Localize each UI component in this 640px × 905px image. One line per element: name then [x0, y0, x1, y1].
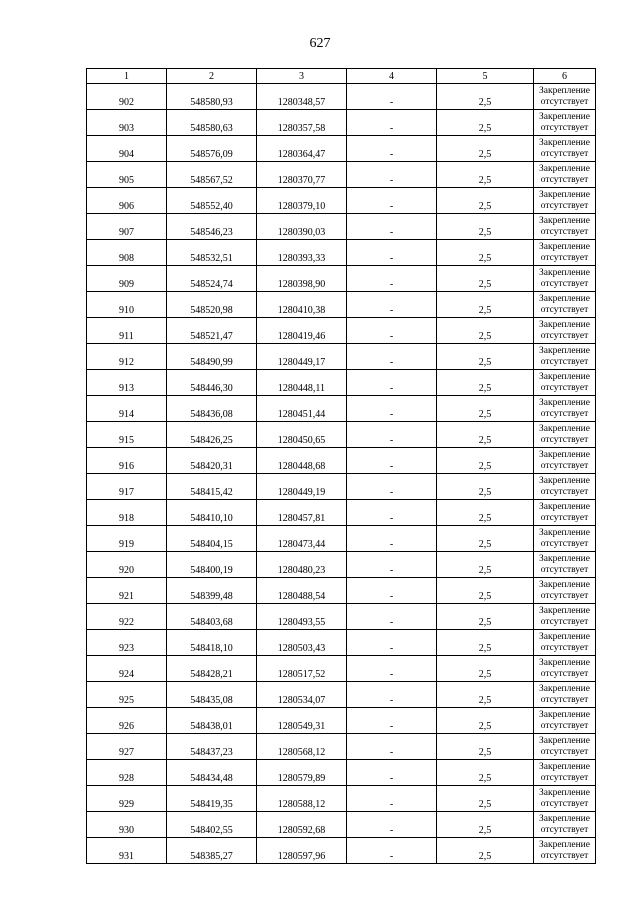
table-row	[87, 396, 596, 422]
column-4-cell: -	[347, 448, 437, 474]
y-coordinate-cell: 1280517,52	[257, 656, 347, 682]
y-coordinate-cell: 1280357,58	[257, 110, 347, 136]
x-coordinate-cell: 548415,42	[167, 474, 257, 500]
column-4-cell: -	[347, 266, 437, 292]
column-4-cell: -	[347, 786, 437, 812]
fixing-method-cell: Закрепление отсутствует	[534, 292, 596, 318]
column-4-cell: -	[347, 396, 437, 422]
accuracy-cell: 2,5	[437, 396, 534, 422]
x-coordinate-cell: 548434,48	[167, 760, 257, 786]
fixing-method-cell: Закрепление отсутствует	[534, 344, 596, 370]
x-coordinate-cell: 548420,31	[167, 448, 257, 474]
fixing-method-cell: Закрепление отсутствует	[534, 214, 596, 240]
y-coordinate-cell: 1280410,38	[257, 292, 347, 318]
accuracy-cell: 2,5	[437, 370, 534, 396]
column-4-cell: -	[347, 84, 437, 110]
fixing-method-cell: Закрепление отсутствует	[534, 578, 596, 604]
point-number-cell: 919	[87, 526, 167, 552]
table-row	[87, 656, 596, 682]
column-4-cell: -	[347, 136, 437, 162]
point-number-cell: 915	[87, 422, 167, 448]
fixing-method-cell: Закрепление отсутствует	[534, 838, 596, 864]
table-row	[87, 110, 596, 136]
x-coordinate-cell: 548437,23	[167, 734, 257, 760]
x-coordinate-cell: 548404,15	[167, 526, 257, 552]
point-number-cell: 908	[87, 240, 167, 266]
accuracy-cell: 2,5	[437, 708, 534, 734]
column-header: 5	[437, 69, 534, 84]
fixing-method-cell: Закрепление отсутствует	[534, 266, 596, 292]
table-row	[87, 370, 596, 396]
y-coordinate-cell: 1280457,81	[257, 500, 347, 526]
accuracy-cell: 2,5	[437, 292, 534, 318]
column-header: 3	[257, 69, 347, 84]
point-number-cell: 907	[87, 214, 167, 240]
table-row	[87, 162, 596, 188]
accuracy-cell: 2,5	[437, 266, 534, 292]
y-coordinate-cell: 1280379,10	[257, 188, 347, 214]
accuracy-cell: 2,5	[437, 630, 534, 656]
column-4-cell: -	[347, 630, 437, 656]
column-4-cell: -	[347, 214, 437, 240]
table-row	[87, 292, 596, 318]
column-4-cell: -	[347, 682, 437, 708]
fixing-method-cell: Закрепление отсутствует	[534, 630, 596, 656]
table-row	[87, 838, 596, 864]
point-number-cell: 917	[87, 474, 167, 500]
column-4-cell: -	[347, 838, 437, 864]
point-number-cell: 903	[87, 110, 167, 136]
table-row	[87, 708, 596, 734]
accuracy-cell: 2,5	[437, 318, 534, 344]
column-4-cell: -	[347, 344, 437, 370]
fixing-method-cell: Закрепление отсутствует	[534, 448, 596, 474]
point-number-cell: 913	[87, 370, 167, 396]
column-4-cell: -	[347, 110, 437, 136]
accuracy-cell: 2,5	[437, 604, 534, 630]
y-coordinate-cell: 1280450,65	[257, 422, 347, 448]
accuracy-cell: 2,5	[437, 188, 534, 214]
point-number-cell: 921	[87, 578, 167, 604]
accuracy-cell: 2,5	[437, 344, 534, 370]
table-row	[87, 188, 596, 214]
x-coordinate-cell: 548418,10	[167, 630, 257, 656]
y-coordinate-cell: 1280393,33	[257, 240, 347, 266]
x-coordinate-cell: 548521,47	[167, 318, 257, 344]
fixing-method-cell: Закрепление отсутствует	[534, 422, 596, 448]
column-4-cell: -	[347, 604, 437, 630]
x-coordinate-cell: 548435,08	[167, 682, 257, 708]
table-row	[87, 760, 596, 786]
column-4-cell: -	[347, 370, 437, 396]
page-number: 627	[309, 36, 331, 51]
x-coordinate-cell: 548580,63	[167, 110, 257, 136]
point-number-cell: 925	[87, 682, 167, 708]
x-coordinate-cell: 548436,08	[167, 396, 257, 422]
x-coordinate-cell: 548438,01	[167, 708, 257, 734]
column-header: 6	[534, 69, 596, 84]
fixing-method-cell: Закрепление отсутствует	[534, 552, 596, 578]
y-coordinate-cell: 1280398,90	[257, 266, 347, 292]
column-4-cell: -	[347, 500, 437, 526]
fixing-method-cell: Закрепление отсутствует	[534, 812, 596, 838]
y-coordinate-cell: 1280534,07	[257, 682, 347, 708]
fixing-method-cell: Закрепление отсутствует	[534, 682, 596, 708]
column-4-cell: -	[347, 188, 437, 214]
y-coordinate-cell: 1280390,03	[257, 214, 347, 240]
point-number-cell: 929	[87, 786, 167, 812]
point-number-cell: 905	[87, 162, 167, 188]
table-row	[87, 214, 596, 240]
y-coordinate-cell: 1280592,68	[257, 812, 347, 838]
x-coordinate-cell: 548426,25	[167, 422, 257, 448]
fixing-method-cell: Закрепление отсутствует	[534, 760, 596, 786]
x-coordinate-cell: 548532,51	[167, 240, 257, 266]
table-row	[87, 266, 596, 292]
fixing-method-cell: Закрепление отсутствует	[534, 84, 596, 110]
point-number-cell: 911	[87, 318, 167, 344]
point-number-cell: 924	[87, 656, 167, 682]
fixing-method-cell: Закрепление отсутствует	[534, 500, 596, 526]
accuracy-cell: 2,5	[437, 110, 534, 136]
x-coordinate-cell: 548552,40	[167, 188, 257, 214]
column-4-cell: -	[347, 656, 437, 682]
table-row	[87, 578, 596, 604]
table-row	[87, 552, 596, 578]
point-number-cell: 931	[87, 838, 167, 864]
coordinates-table	[86, 68, 596, 864]
x-coordinate-cell: 548524,74	[167, 266, 257, 292]
column-4-cell: -	[347, 734, 437, 760]
y-coordinate-cell: 1280503,43	[257, 630, 347, 656]
fixing-method-cell: Закрепление отсутствует	[534, 604, 596, 630]
fixing-method-cell: Закрепление отсутствует	[534, 136, 596, 162]
fixing-method-cell: Закрепление отсутствует	[534, 110, 596, 136]
table-row	[87, 500, 596, 526]
table-row	[87, 448, 596, 474]
point-number-cell: 909	[87, 266, 167, 292]
x-coordinate-cell: 548403,68	[167, 604, 257, 630]
accuracy-cell: 2,5	[437, 448, 534, 474]
column-4-cell: -	[347, 552, 437, 578]
x-coordinate-cell: 548520,98	[167, 292, 257, 318]
column-4-cell: -	[347, 162, 437, 188]
column-4-cell: -	[347, 318, 437, 344]
accuracy-cell: 2,5	[437, 84, 534, 110]
x-coordinate-cell: 548546,23	[167, 214, 257, 240]
fixing-method-cell: Закрепление отсутствует	[534, 656, 596, 682]
column-4-cell: -	[347, 578, 437, 604]
y-coordinate-cell: 1280451,44	[257, 396, 347, 422]
point-number-cell: 927	[87, 734, 167, 760]
table-row	[87, 682, 596, 708]
point-number-cell: 910	[87, 292, 167, 318]
point-number-cell: 902	[87, 84, 167, 110]
table-row	[87, 786, 596, 812]
point-number-cell: 918	[87, 500, 167, 526]
accuracy-cell: 2,5	[437, 526, 534, 552]
accuracy-cell: 2,5	[437, 760, 534, 786]
fixing-method-cell: Закрепление отсутствует	[534, 786, 596, 812]
x-coordinate-cell: 548576,09	[167, 136, 257, 162]
column-4-cell: -	[347, 240, 437, 266]
y-coordinate-cell: 1280370,77	[257, 162, 347, 188]
y-coordinate-cell: 1280597,96	[257, 838, 347, 864]
column-4-cell: -	[347, 526, 437, 552]
accuracy-cell: 2,5	[437, 422, 534, 448]
accuracy-cell: 2,5	[437, 552, 534, 578]
table-row	[87, 240, 596, 266]
table-header-row	[87, 69, 596, 84]
y-coordinate-cell: 1280449,17	[257, 344, 347, 370]
table-row	[87, 474, 596, 500]
accuracy-cell: 2,5	[437, 474, 534, 500]
y-coordinate-cell: 1280568,12	[257, 734, 347, 760]
accuracy-cell: 2,5	[437, 656, 534, 682]
table-row	[87, 422, 596, 448]
column-header: 1	[87, 69, 167, 84]
fixing-method-cell: Закрепление отсутствует	[534, 734, 596, 760]
accuracy-cell: 2,5	[437, 682, 534, 708]
table-row	[87, 344, 596, 370]
y-coordinate-cell: 1280449,19	[257, 474, 347, 500]
y-coordinate-cell: 1280579,89	[257, 760, 347, 786]
fixing-method-cell: Закрепление отсутствует	[534, 240, 596, 266]
accuracy-cell: 2,5	[437, 162, 534, 188]
y-coordinate-cell: 1280448,11	[257, 370, 347, 396]
accuracy-cell: 2,5	[437, 136, 534, 162]
point-number-cell: 930	[87, 812, 167, 838]
table-row	[87, 526, 596, 552]
column-4-cell: -	[347, 474, 437, 500]
y-coordinate-cell: 1280480,23	[257, 552, 347, 578]
table-row	[87, 812, 596, 838]
x-coordinate-cell: 548400,19	[167, 552, 257, 578]
x-coordinate-cell: 548385,27	[167, 838, 257, 864]
point-number-cell: 926	[87, 708, 167, 734]
accuracy-cell: 2,5	[437, 214, 534, 240]
y-coordinate-cell: 1280473,44	[257, 526, 347, 552]
fixing-method-cell: Закрепление отсутствует	[534, 396, 596, 422]
fixing-method-cell: Закрепление отсутствует	[534, 318, 596, 344]
accuracy-cell: 2,5	[437, 786, 534, 812]
y-coordinate-cell: 1280419,46	[257, 318, 347, 344]
column-4-cell: -	[347, 292, 437, 318]
column-header: 2	[167, 69, 257, 84]
y-coordinate-cell: 1280493,55	[257, 604, 347, 630]
column-4-cell: -	[347, 422, 437, 448]
table-row	[87, 604, 596, 630]
point-number-cell: 916	[87, 448, 167, 474]
column-4-cell: -	[347, 760, 437, 786]
y-coordinate-cell: 1280364,47	[257, 136, 347, 162]
x-coordinate-cell: 548580,93	[167, 84, 257, 110]
fixing-method-cell: Закрепление отсутствует	[534, 162, 596, 188]
point-number-cell: 923	[87, 630, 167, 656]
point-number-cell: 914	[87, 396, 167, 422]
x-coordinate-cell: 548446,30	[167, 370, 257, 396]
point-number-cell: 920	[87, 552, 167, 578]
fixing-method-cell: Закрепление отсутствует	[534, 370, 596, 396]
accuracy-cell: 2,5	[437, 240, 534, 266]
accuracy-cell: 2,5	[437, 812, 534, 838]
point-number-cell: 906	[87, 188, 167, 214]
x-coordinate-cell: 548490,99	[167, 344, 257, 370]
accuracy-cell: 2,5	[437, 838, 534, 864]
column-4-cell: -	[347, 708, 437, 734]
accuracy-cell: 2,5	[437, 578, 534, 604]
y-coordinate-cell: 1280348,57	[257, 84, 347, 110]
table-row	[87, 734, 596, 760]
point-number-cell: 904	[87, 136, 167, 162]
x-coordinate-cell: 548419,35	[167, 786, 257, 812]
point-number-cell: 928	[87, 760, 167, 786]
accuracy-cell: 2,5	[437, 500, 534, 526]
x-coordinate-cell: 548428,21	[167, 656, 257, 682]
y-coordinate-cell: 1280488,54	[257, 578, 347, 604]
x-coordinate-cell: 548402,55	[167, 812, 257, 838]
x-coordinate-cell: 548567,52	[167, 162, 257, 188]
y-coordinate-cell: 1280448,68	[257, 448, 347, 474]
fixing-method-cell: Закрепление отсутствует	[534, 526, 596, 552]
table-row	[87, 136, 596, 162]
y-coordinate-cell: 1280549,31	[257, 708, 347, 734]
table-row	[87, 318, 596, 344]
table-row	[87, 84, 596, 110]
fixing-method-cell: Закрепление отсутствует	[534, 474, 596, 500]
y-coordinate-cell: 1280588,12	[257, 786, 347, 812]
point-number-cell: 912	[87, 344, 167, 370]
column-header: 4	[347, 69, 437, 84]
x-coordinate-cell: 548399,48	[167, 578, 257, 604]
fixing-method-cell: Закрепление отсутствует	[534, 188, 596, 214]
column-4-cell: -	[347, 812, 437, 838]
fixing-method-cell: Закрепление отсутствует	[534, 708, 596, 734]
x-coordinate-cell: 548410,10	[167, 500, 257, 526]
point-number-cell: 922	[87, 604, 167, 630]
table-row	[87, 630, 596, 656]
accuracy-cell: 2,5	[437, 734, 534, 760]
